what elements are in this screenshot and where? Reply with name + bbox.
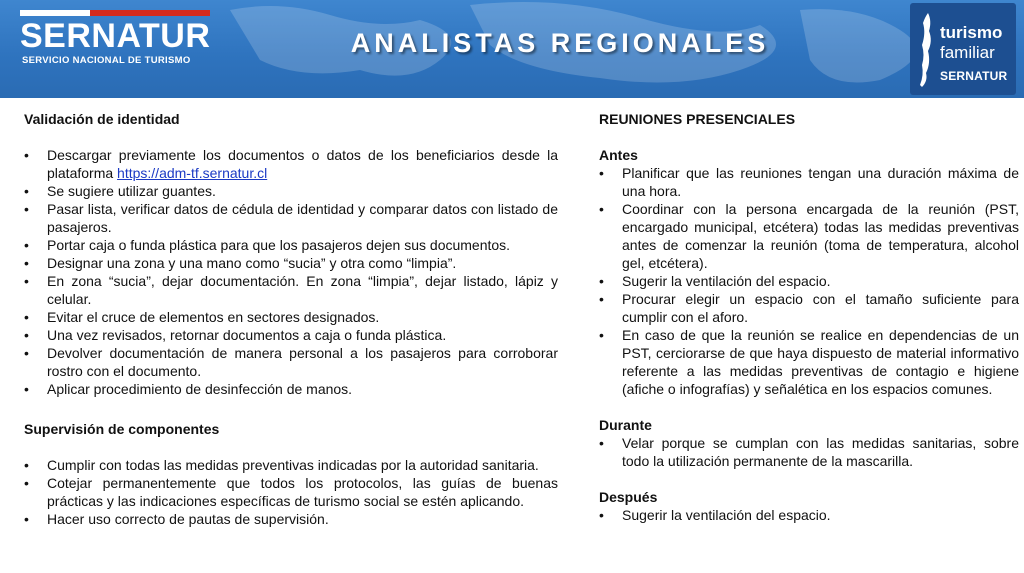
sernatur-logo xyxy=(20,10,210,70)
antes-list xyxy=(599,164,1019,398)
durante-list xyxy=(599,434,1019,470)
supervision-list xyxy=(24,456,558,528)
subsection-title-despues: Después xyxy=(599,489,658,505)
list-item: • Pasar lista, verificar datos de cédula de identidad y comparar datos con listado de pasajeros. xyxy=(24,200,558,236)
list-item xyxy=(24,146,558,182)
chile-map-icon xyxy=(916,11,938,89)
list-item: • Planificar que las reuniones tengan una duración máxima de una hora. xyxy=(599,164,1019,200)
list-item: • En zona “sucia”, dejar documentación. En zona “limpia”, dejar listado, lápiz y celular. xyxy=(24,272,558,308)
list-item: • Devolver documentación de manera personal a los pasajeros para corroborar rostro con el documento. xyxy=(24,344,558,380)
brand-name: SERNATUR xyxy=(20,17,211,55)
list-item: • Se sugiere utilizar guantes. xyxy=(24,182,558,200)
list-item: • Cumplir con todas las medidas preventivas indicadas por la autoridad sanitaria. xyxy=(24,456,558,474)
platform-link[interactable]: https://adm-tf.sernatur.cl xyxy=(117,165,268,181)
left-column xyxy=(24,110,558,528)
turismo-familiar-logo xyxy=(910,3,1016,95)
list-item: • Designar una zona y una mano como “sucia” y otra como “limpia”. xyxy=(24,254,558,272)
flag-stripe xyxy=(20,10,210,16)
despues-list xyxy=(599,506,1019,524)
right-column xyxy=(599,110,1019,524)
list-item: • Coordinar con la persona encargada de la reunión (PST, encargado municipal, etcétera) todas las medidas preventivas antes de comenzar la reunión (toma de temperatura, alcohol gel, etcétera). xyxy=(599,200,1019,272)
logo-line-familiar: familiar xyxy=(940,43,995,62)
list-item: • Cotejar permanentemente que todos los protocolos, las guías de buenas prácticas y las indicaciones específicas de turismo social se estén aplicando. xyxy=(24,474,558,510)
logo-line-turismo: turismo xyxy=(940,23,1003,42)
logo-line-sernatur: SERNATUR xyxy=(940,69,1008,83)
list-item: • Sugerir la ventilación del espacio. xyxy=(599,272,1019,290)
subsection-title-antes: Antes xyxy=(599,147,638,163)
list-item: • Sugerir la ventilación del espacio. xyxy=(599,506,1019,524)
brand-subtitle: SERVICIO NACIONAL DE TURISMO xyxy=(22,55,191,66)
section-title-supervision: Supervisión de componentes xyxy=(24,421,220,437)
list-item: • Evitar el cruce de elementos en sectores designados. xyxy=(24,308,558,326)
page-title: ANALISTAS REGIONALES xyxy=(350,28,770,58)
subsection-title-durante: Durante xyxy=(599,417,652,433)
list-item: • En caso de que la reunión se realice en dependencias de un PST, cerciorarse de que haya dispuesto de material informativo referente a las medidas preventivas de contagio e higiene (afiche o infografías) y señalética en los espacios comunes. xyxy=(599,326,1019,398)
list-item: • Procurar elegir un espacio con el tamaño suficiente para cumplir con el aforo. xyxy=(599,290,1019,326)
list-item-text: Descargar previamente los documentos o datos de los beneficiarios desde la plataforma xyxy=(47,147,558,181)
section-title-validacion: Validación de identidad xyxy=(24,111,180,127)
list-item: • Velar porque se cumplan con las medidas sanitarias, sobre todo la utilización permanente de la mascarilla. xyxy=(599,434,1019,470)
section-title-reuniones: REUNIONES PRESENCIALES xyxy=(599,111,796,127)
list-item: • Hacer uso correcto de pautas de supervisión. xyxy=(24,510,558,528)
header-banner xyxy=(0,0,1024,98)
list-item: • Una vez revisados, retornar documentos a caja o funda plástica. xyxy=(24,326,558,344)
list-item: • Portar caja o funda plástica para que los pasajeros dejen sus documentos. xyxy=(24,236,558,254)
validacion-list xyxy=(24,146,558,398)
list-item: • Aplicar procedimiento de desinfección de manos. xyxy=(24,380,558,398)
